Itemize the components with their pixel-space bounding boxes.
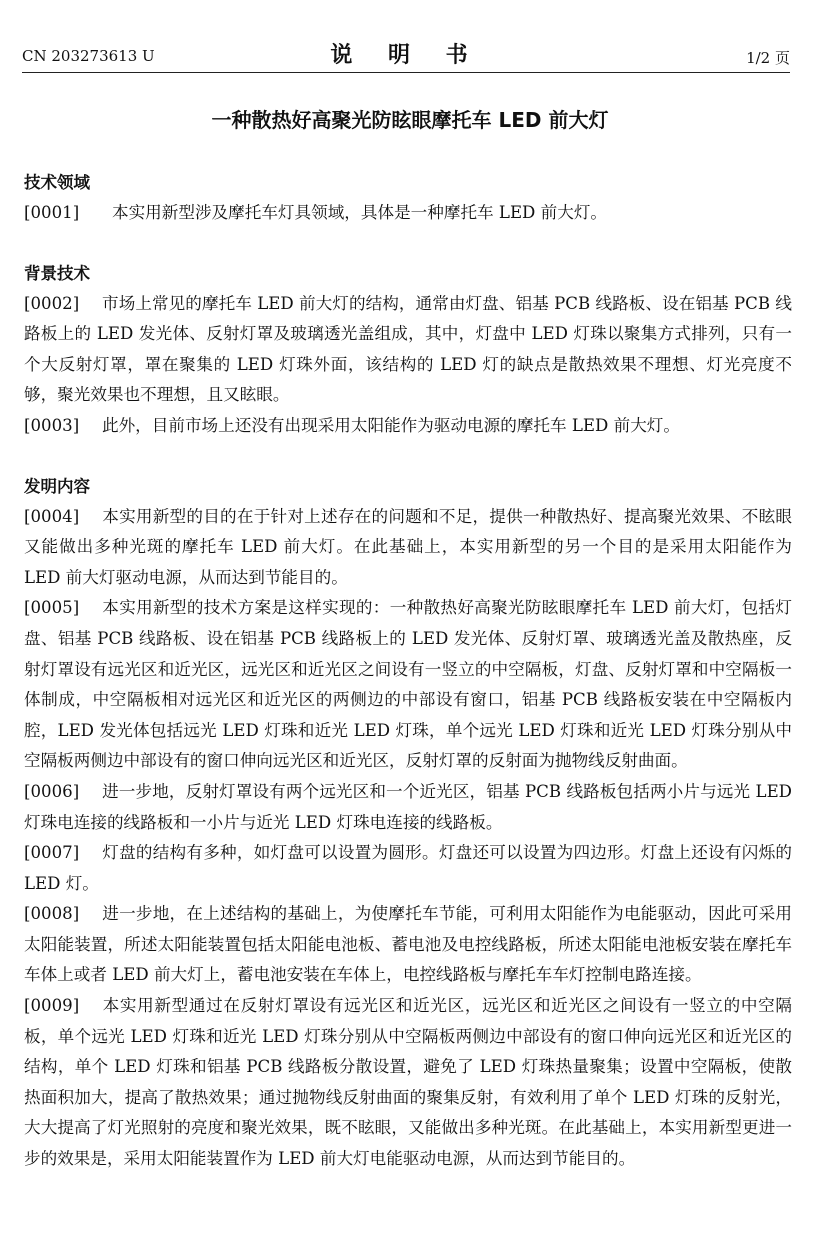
paragraph-text: 本实用新型通过在反射灯罩设有远光区和近光区，远光区和近光区之间设有一竖立的中空隔板，单个远光 LED 灯珠和近光 LED 灯珠分别从中空隔板两侧边中部设有的窗口伸向远光区和近光区的结构，单个 LED 灯珠和铝基 PCB 线路板分散设置，避免了 LED 灯珠热量聚集；设置中空隔板，使散热面积加大，提高了散热效果；通过抛物线反射曲面的聚集反射，有效利用了单个 LED 灯珠的反射光，大大提高了灯光照射的亮度和聚光效果，既不眩眼，又能做出多种光斑。在此基础上，本实用新型更进一步的效果是，采用太阳能装置作为 LED 前大灯电能驱动电源，从而达到节能目的。: [24, 996, 792, 1169]
paragraph-text: 本实用新型的目的在于针对上述存在的问题和不足，提供一种散热好、提高聚光效果、不眩眼又能做出多种光斑的摩托车 LED 前大灯。在此基础上，本实用新型的另一个目的是采用太阳能作为 LED 前大灯驱动电源，从而达到节能目的。: [24, 506, 792, 587]
paragraph-number: [0009]: [24, 996, 80, 1016]
page-header: [22, 36, 790, 73]
section-heading-invention-content: 发明内容: [24, 476, 90, 496]
paragraph-text: 进一步地，在上述结构的基础上，为使摩托车节能，可利用太阳能作为电能驱动，因此可采用太阳能装置，所述太阳能装置包括太阳能电池板、蓄电池及电控线路板，所述太阳能电池板安装在摩托车车体上或者 LED 前大灯上，蓄电池安装在车体上，电控线路板与摩托车车灯控制电路连接。: [24, 904, 792, 985]
document-body: [24, 168, 792, 1175]
paragraph-number: [0005]: [24, 598, 80, 618]
paragraph-0009: [24, 991, 792, 1175]
paragraph-text: 市场上常见的摩托车 LED 前大灯的结构，通常由灯盘、铝基 PCB 线路板、设在铝基 PCB 线路板上的 LED 发光体、反射灯罩及玻璃透光盖组成，其中，灯盘中 LED 灯珠以聚集方式排列，只有一个大反射灯罩，罩在聚集的 LED 灯珠外面，该结构的 LED 灯的缺点是散热效果不理想、灯光亮度不够，聚光效果也不理想，且又眩眼。: [24, 293, 792, 405]
paragraph-number: [0002]: [24, 293, 80, 313]
paragraph-0001: [24, 198, 792, 229]
paragraph-number: [0003]: [24, 415, 80, 435]
section-heading-technical-field: 技术领域: [24, 173, 90, 192]
paragraph-text: 灯盘的结构有多种，如灯盘可以设置为圆形。灯盘还可以设置为四边形。灯盘上还设有闪烁的 LED 灯。: [24, 843, 792, 893]
paragraph-0003: [24, 411, 792, 442]
paragraph-number: [0004]: [24, 506, 80, 526]
paragraph-0006: [24, 777, 792, 838]
page-number: 1/2 页: [746, 49, 790, 67]
document-type: 说 明 书: [330, 43, 482, 68]
paragraph-0004: [24, 502, 792, 594]
patent-number: CN 203273613 U: [22, 47, 155, 65]
paragraph-text: 本实用新型涉及摩托车灯具领域，具体是一种摩托车 LED 前大灯。: [112, 203, 608, 222]
paragraph-0002: [24, 289, 792, 411]
paragraph-text: 本实用新型的技术方案是这样实现的：一种散热好高聚光防眩眼摩托车 LED 前大灯，包括灯盘、铝基 PCB 线路板、设在铝基 PCB 线路板上的 LED 发光体、反射灯罩、玻璃透光盖及散热座，反射灯罩设有远光区和近光区，远光区和近光区之间设有一竖立的中空隔板，灯盘、反射灯罩和中空隔板一体制成，中空隔板相对远光区和近光区的两侧边的中部设有窗口，铝基 PCB 线路板安装在中空隔板内腔，LED 发光体包括远光 LED 灯珠和近光 LED 灯珠，单个远光 LED 灯珠和近光 LED 灯珠分别从中空隔板两侧边中部设有的窗口伸向远光区和近光区，反射灯罩的反射面为抛物线反射曲面。: [24, 598, 792, 771]
section-heading-background: 背景技术: [24, 263, 90, 283]
paragraph-0007: [24, 838, 792, 899]
paragraph-0005: [24, 593, 792, 777]
paragraph-text: 此外，目前市场上还没有出现采用太阳能作为驱动电源的摩托车 LED 前大灯。: [102, 415, 680, 435]
paragraph-0008: [24, 899, 792, 991]
paragraph-number: [0001]: [24, 203, 80, 222]
paragraph-number: [0008]: [24, 904, 80, 924]
paragraph-number: [0007]: [24, 843, 80, 863]
paragraph-number: [0006]: [24, 781, 80, 801]
paragraph-text: 进一步地，反射灯罩设有两个远光区和一个近光区，铝基 PCB 线路板包括两小片与远光 LED 灯珠电连接的线路板和一小片与近光 LED 灯珠电连接的线路板。: [24, 781, 792, 832]
document-title: 一种散热好高聚光防眩眼摩托车 LED 前大灯: [211, 108, 609, 132]
